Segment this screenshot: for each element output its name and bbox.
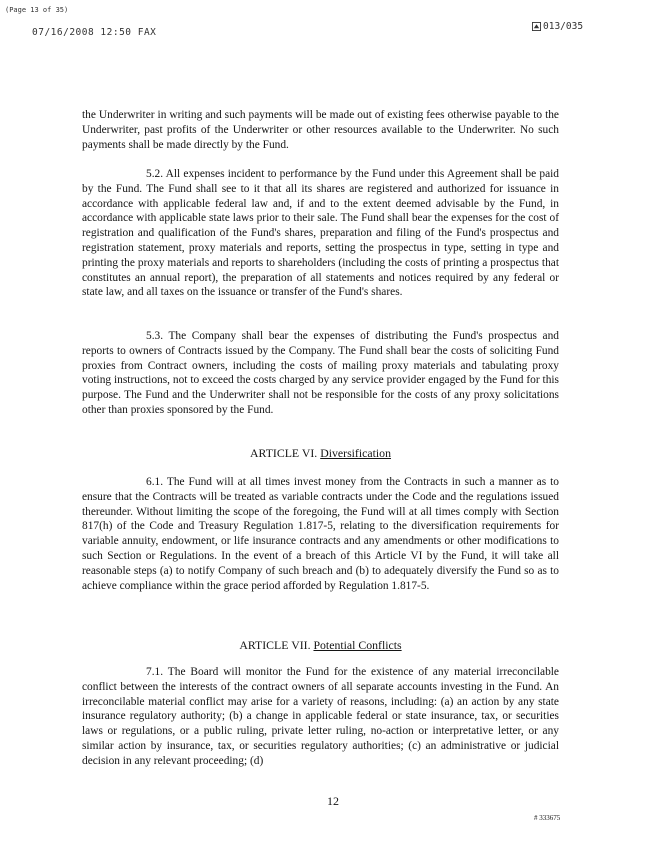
- article-6-title: Diversification: [320, 446, 391, 460]
- article-7-heading: [82, 638, 559, 653]
- document-id: # 333675: [534, 814, 561, 822]
- fax-page-id: [532, 21, 583, 32]
- paragraph-section-5-3: 5.3. The Company shall bear the expenses of distributing the Fund's prospectus and reports to owners of Contracts issued by the Company. The Fund shall bear the costs of soliciting Fund proxies from Contract owners, including the costs of mailing proxy materials and tabulating proxy voting instructions, not to exceed the costs charged by any service provider engaged by the Fund for this purpose. The Fund and the Underwriter shall not be responsible for the costs of any proxy solicitations other than proxies sponsored by the Fund.: [82, 330, 559, 416]
- fax-timestamp: 07/16/2008 12:50 FAX: [32, 27, 157, 38]
- paragraph-section-7-1: 7.1. The Board will monitor the Fund for the existence of any material irreconcilable conflict between the interests of the contract owners of all separate accounts investing in the Fund. An irreconcilable material conflict may arise for a variety of reasons, including: (a) an action by any state insurance regulatory authority; (b) a change in applicable federal or state insurance, tax, or securities laws or regulations, or a public ruling, private letter ruling, no-action or interpretative letter, or any similar action by insurance, tax, or securities regulatory authorities; (c) an administrative or judicial decision in any relevant proceeding; (d): [82, 666, 559, 767]
- page-number: 12: [327, 794, 339, 808]
- paragraph-underwriter-payments: the Underwriter in writing and such payments will be made out of existing fees otherwise payable to the Underwriter, past profits of the Underwriter or other resources available to the Underwriter. No such payments shall be made directly by the Fund.: [82, 109, 559, 151]
- article-7-label: ARTICLE VII.: [239, 638, 311, 652]
- fax-icon: [532, 22, 541, 31]
- paragraph-section-5-2: 5.2. All expenses incident to performance by the Fund under this Agreement shall be paid by the Fund. The Fund shall see to it that all its shares are registered and authorized for issuance in accordance with applicable federal law and, if and to the extent deemed advisable by the Fund, in accordance with applicable state laws prior to their sale. The Fund shall bear the expenses for the cost of registration and qualification of the Fund's shares, preparation and filing of the Fund's prospectus and registration statement, proxy materials and reports, setting the prospectus in type, setting in type and printing the proxy materials and reports to shareholders (including the costs of printing a prospectus that constitutes an annual report), the preparation of all statements and notices required by any federal or state law, and all taxes on the issuance or transfer of the Fund's shares.: [82, 168, 559, 299]
- article-6-label: ARTICLE VI.: [250, 446, 318, 460]
- paragraph-section-6-1: 6.1. The Fund will at all times invest money from the Contracts in such a manner as to ensure that the Contracts will be treated as variable contracts under the Code and the regulations issued thereunder. Without limiting the scope of the foregoing, the Fund will at all times comply with Section 817(h) of the Code and Treasury Regulation 1.817-5, relating to the diversification requirements for variable annuity, endowment, or life insurance contracts and any amendments or other modifications to such Section or Regulations. In the event of a breach of this Article VI by the Fund, it will take all reasonable steps (a) to notify Company of such breach and (b) to adequately diversify the Fund so as to achieve compliance within the grace period afforded by Regulation 1.817-5.: [82, 476, 559, 592]
- article-7-title: Potential Conflicts: [313, 638, 402, 652]
- fax-page-id-text: 013/035: [543, 21, 584, 32]
- article-6-heading: [82, 446, 559, 461]
- fax-page-counter: (Page 13 of 35): [5, 6, 69, 14]
